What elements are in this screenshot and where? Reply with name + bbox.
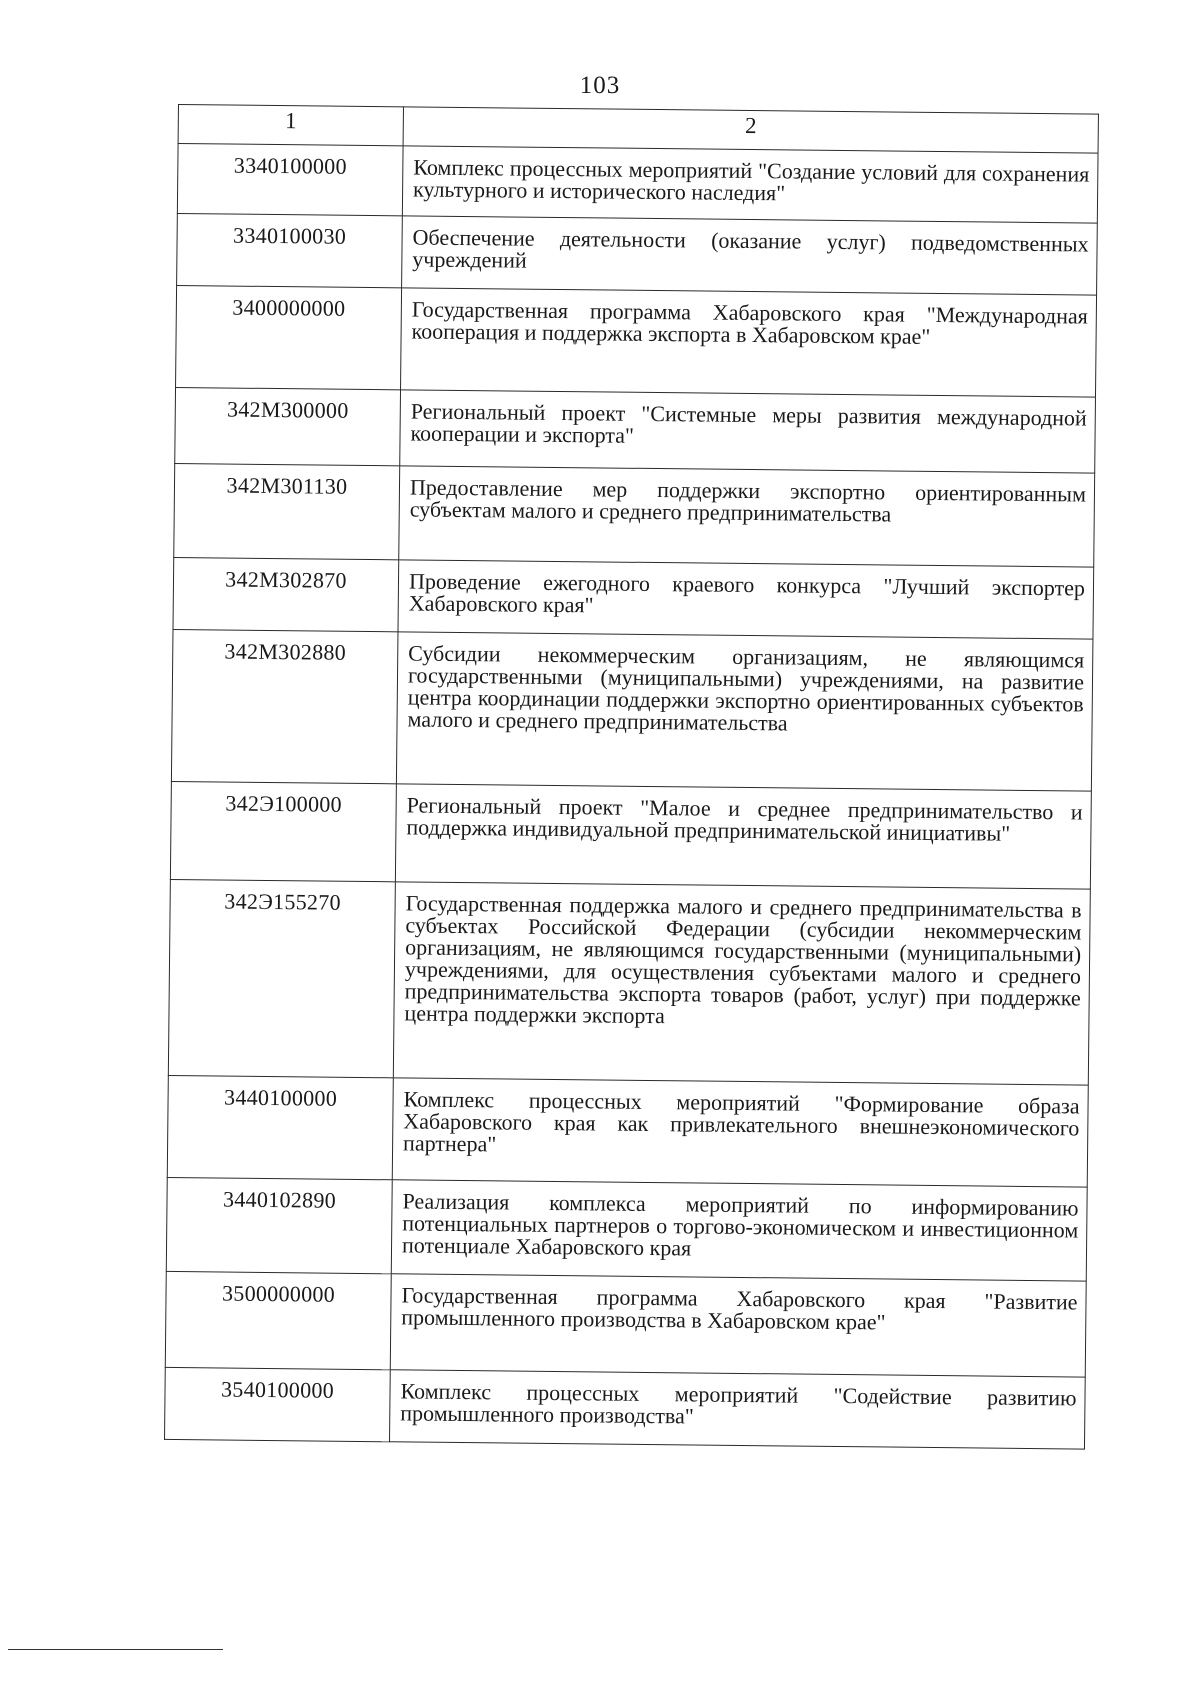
row-code: 342Э100000 (170, 781, 396, 881)
budget-classification-table (164, 104, 1099, 1450)
row-code: 3540100000 (165, 1367, 391, 1441)
column-header-name: 2 (403, 107, 1098, 153)
footnote-separator-line (8, 1649, 223, 1650)
row-name: Региональный проект "Малое и среднее предпринимательство и поддержка индивидуальной предпринимательской инициативы" (395, 784, 1091, 889)
table-row (167, 1075, 1088, 1187)
row-code: 3340100000 (177, 144, 403, 216)
row-name: Комплекс процессных мероприятий "Создание условий для сохранения культурного и исторического наследия" (402, 146, 1098, 223)
table-row (173, 557, 1094, 639)
row-code: 3500000000 (165, 1271, 391, 1369)
table-row (170, 781, 1091, 889)
table-row (171, 629, 1093, 791)
row-code: 3440102890 (166, 1177, 392, 1273)
row-code: 342М302870 (173, 557, 399, 631)
row-code: 3400000000 (176, 285, 402, 389)
table-row (168, 879, 1090, 1085)
row-name: Комплекс процессных мероприятий "Формирование образа Хабаровского края как привлекательного внешнеэкономического партнера" (392, 1078, 1088, 1187)
row-code: 342М300000 (175, 387, 401, 465)
row-code: 342М301130 (174, 463, 400, 559)
row-name: Государственная поддержка малого и среднего предпринимательства в субъектах Российской Федерации (субсидии некоммерческим организациям, не являющимся государственными (муниципальными) учреждениями, для осуществления субъектами малого и среднего предпринимательства экспорта товаров (работ, услуг) при поддержке центра поддержки экспорта (393, 882, 1090, 1085)
row-code: 342М302880 (171, 629, 398, 783)
row-name: Субсидии некоммерческим организациям, не являющимся государственными (муниципальными) учреждениями, на развитие центра координации поддержки экспортно ориентированных субъектов малого и среднего предпринимательства (396, 632, 1093, 791)
row-name: Предоставление мер поддержки экспортно ориентированным субъектам малого и среднего предпринимательства (399, 466, 1095, 567)
column-header-code: 1 (178, 105, 403, 146)
table-row (166, 1177, 1087, 1281)
table-row (174, 463, 1095, 567)
row-name: Реализация комплекса мероприятий по информированию потенциальных партнеров о торгово-экономическом и инвестиционном потенциале Хабаровского края (391, 1180, 1087, 1281)
row-code: 3340100030 (177, 213, 403, 287)
row-name: Обеспечение деятельности (оказание услуг) подведомственных учреждений (402, 216, 1098, 295)
table-row (165, 1271, 1086, 1377)
page-number: 103 (579, 72, 621, 99)
row-name: Проведение ежегодного краевого конкурса "Лучший экспортер Хабаровского края" (398, 560, 1094, 639)
row-code: 342Э155270 (168, 879, 395, 1077)
table-row (176, 285, 1097, 397)
table-row (177, 213, 1098, 295)
row-code: 3440100000 (167, 1075, 393, 1179)
row-name: Государственная программа Хабаровского края "Развитие промышленного производства в Хабаровском крае" (390, 1274, 1086, 1377)
table-row (175, 387, 1096, 473)
row-name: Государственная программа Хабаровского края "Международная кооперация и поддержка экспорта в Хабаровском крае" (401, 288, 1097, 397)
row-name: Комплекс процессных мероприятий "Содействие развитию промышленного производства" (390, 1370, 1086, 1449)
table-row (177, 144, 1098, 224)
table-row (165, 1367, 1086, 1449)
row-name: Региональный проект "Системные меры развития международной кооперации и экспорта" (400, 390, 1096, 473)
